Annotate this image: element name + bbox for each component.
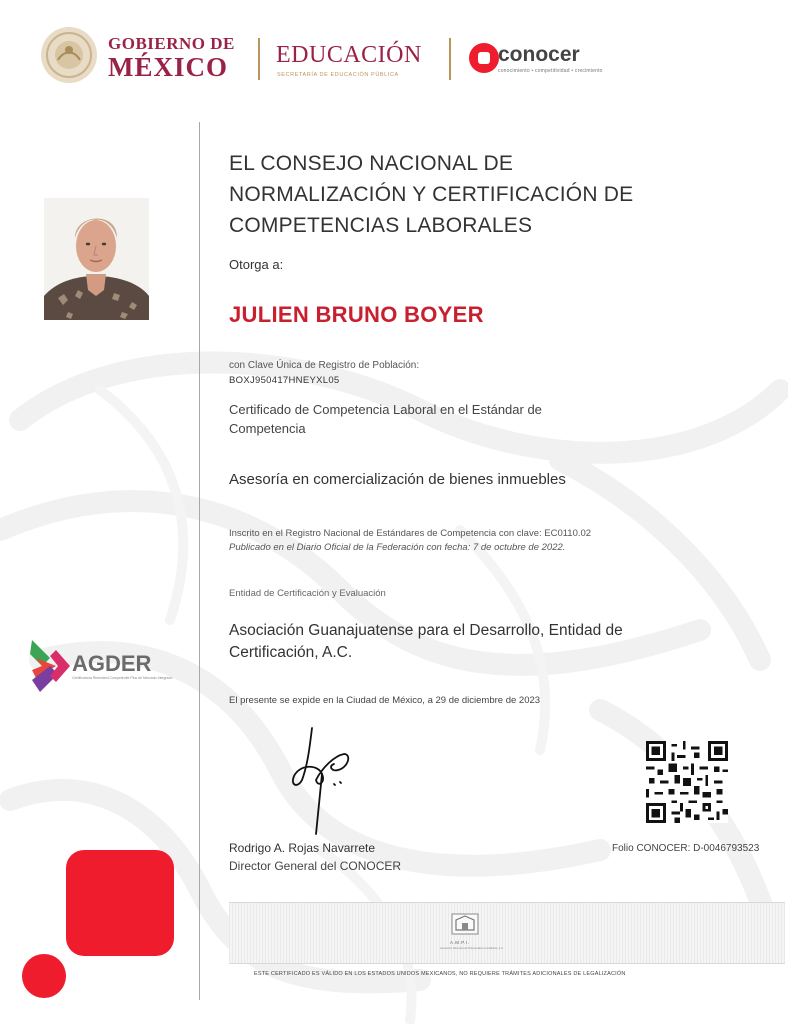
signature-image [282, 724, 362, 836]
validity-notice: ESTE CERTIFICADO ES VÁLIDO EN LOS ESTADOS UNIDOS MEXICANOS, NO REQUIERE TRÁMITES ADICIONALES DE LEGALIZACIÓN [254, 971, 626, 977]
agder-logo-icon [30, 636, 72, 696]
certificate-type: Certificado de Competencia Laboral en el Estándar de Competencia [229, 402, 542, 436]
conocer-logo-icon [468, 42, 500, 74]
folio-number: Folio CONOCER: D-0046793523 [612, 843, 760, 854]
issue-text: El presente se expide en la Ciudad de México, a 29 de diciembre de 2023 [229, 695, 541, 706]
national-seal-icon [40, 26, 98, 84]
entity-label: Entidad de Certificación y Evaluación [229, 588, 386, 599]
footer-band [229, 902, 785, 964]
conocer-logo-text: conocer [498, 43, 580, 66]
ampi-name: A.M.P.I. [450, 940, 470, 945]
header-divider [449, 38, 451, 80]
curp-label: con Clave Única de Registro de Población: [229, 360, 420, 371]
recipient-name: JULIEN BRUNO BOYER [229, 302, 484, 327]
vertical-divider [199, 122, 200, 1000]
signer-name: Rodrigo A. Rojas Navarrete [229, 841, 376, 855]
published-text: Publicado en el Diario Oficial de la Federación con fecha: 7 de octubre de 2022. [229, 542, 566, 553]
decorative-red-dot [22, 954, 66, 998]
educacion-logo-text: EDUCACIÓN [276, 42, 422, 68]
ampi-subtitle: Asociación Mexicana de Profesionales Inmobiliarios, A.C. [440, 947, 504, 950]
educacion-subtitle: SECRETARÍA DE EDUCACIÓN PÚBLICA [277, 72, 399, 78]
gobierno-line-2: MÉXICO [108, 52, 228, 82]
conocer-tagline: conocimiento • competitividad • crecimiento [498, 68, 603, 74]
ampi-logo-icon [448, 912, 482, 938]
gobierno-line-1: GOBIERNO DE [108, 34, 235, 53]
registry-text: Inscrito en el Registro Nacional de Estándares de Competencia con clave: EC0110.02 [229, 528, 592, 539]
issuer-title: EL CONSEJO NACIONAL DE NORMALIZACIÓN Y CERTIFICACIÓN DE COMPETENCIAS LABORALES [229, 152, 634, 237]
agder-subtitle: Certificadora Rheinland Competentie Plus de Mercado Integrado [72, 676, 173, 680]
header-divider [258, 38, 260, 80]
decorative-red-square [66, 850, 174, 956]
entity-name: Asociación Guanajuatense para el Desarrollo, Entidad de Certificación, A.C. [229, 622, 623, 661]
standard-name: Asesoría en comercialización de bienes inmuebles [229, 471, 566, 488]
signer-role: Director General del CONOCER [229, 859, 402, 873]
qr-code[interactable] [646, 741, 728, 823]
otorga-label: Otorga a: [229, 257, 284, 272]
curp-value: BOXJ950417HNEYXL05 [229, 375, 340, 386]
agder-logo-text: AGDER [72, 651, 152, 676]
recipient-photo [44, 198, 149, 320]
